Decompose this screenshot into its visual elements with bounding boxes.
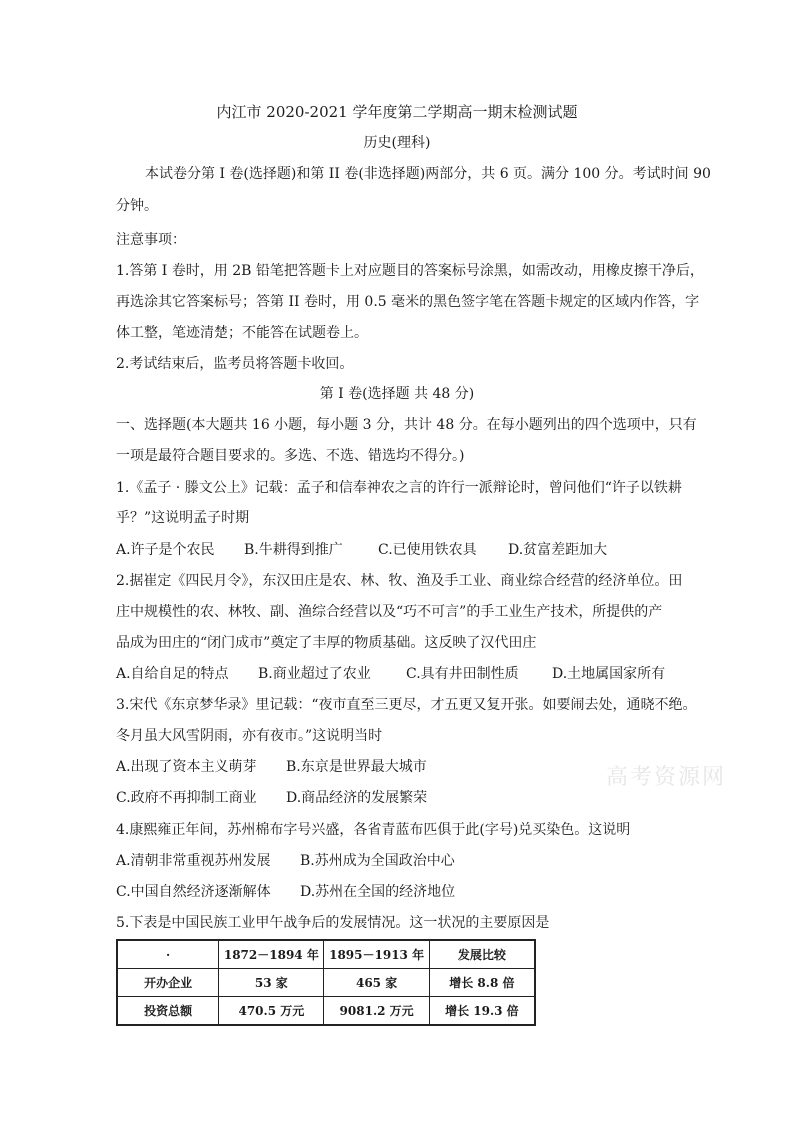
table-header-cell: ·: [117, 940, 219, 969]
question-1-option-d: D.贫富差距加大: [508, 542, 608, 558]
industry-data-table: [116, 939, 536, 1026]
question-3-option-b: B.东京是世界最大城市: [286, 759, 427, 775]
intro-line-2: 分钟。: [116, 198, 158, 214]
table-header-cell: 发展比较: [429, 940, 535, 969]
question-1-line-1: 1.《孟子 · 滕文公上》记载：孟子和信奉神农之言的许行一派辩论时，曾问他们“许子以铁耕: [116, 480, 682, 496]
question-3-line-2: 冬月虽大风雪阴雨，亦有夜市。”这说明当时: [116, 728, 383, 744]
question-2-option-c: C.具有井田制性质: [406, 666, 519, 682]
question-1-line-2: 乎？”这说明孟子时期: [116, 510, 250, 526]
notes-item-1-line-1: 1.答第 I 卷时，用 2B 铅笔把答题卡上对应题目的答案标号涂黑，如需改动，用橡皮擦干净后，: [116, 263, 704, 279]
question-3-option-c: C.政府不再抑制工商业: [116, 790, 257, 806]
question-1-option-b: B.牛耕得到推广: [244, 542, 343, 558]
table-cell: 增长 8.8 倍: [429, 969, 535, 997]
table-cell: 470.5 万元: [219, 997, 324, 1026]
table-cell: 增长 19.3 倍: [429, 997, 535, 1026]
table-header-cell: 1895－1913 年: [324, 940, 429, 969]
table-cell: 开办企业: [117, 969, 219, 997]
section-1-title: 第 I 卷(选择题 共 48 分): [319, 386, 475, 402]
question-2-option-b: B.商业超过了农业: [258, 666, 371, 682]
question-5-line-1: 5.下表是中国民族工业甲午战争后的发展情况。这一状况的主要原因是: [116, 915, 550, 931]
question-2-option-d: D.土地属国家所有: [552, 666, 666, 682]
question-4-option-a: A.清朝非常重视苏州发展: [116, 853, 271, 869]
question-1-option-a: A.许子是个农民: [116, 542, 215, 558]
table-cell: 投资总额: [117, 997, 219, 1026]
question-4-option-d: D.苏州在全国的经济地位: [300, 884, 456, 900]
notes-item-1-line-3: 体工整，笔迹清楚；不能答在试题卷上。: [116, 325, 368, 341]
section-1-instructions-line-1: 一、选择题(本大题共 16 小题，每小题 3 分，共计 48 分。在每小题列出的四个选项中，只有: [116, 417, 697, 433]
question-3-option-a: A.出现了资本主义萌芽: [116, 759, 257, 775]
table-header-cell: 1872－1894 年: [219, 940, 324, 969]
question-2-option-a: A.自给自足的特点: [116, 666, 229, 682]
intro-line-1: 本试卷分第 I 卷(选择题)和第 II 卷(非选择题)两部分，共 6 页。满分 100 分。考试时间 90: [145, 166, 711, 182]
question-3-option-d: D.商品经济的发展繁荣: [286, 790, 428, 806]
question-2-line-3: 品成为田庄的“闭门成市”奠定了丰厚的物质基础。这反映了汉代田庄: [116, 635, 537, 651]
notes-item-2: 2.考试结束后，监考员将答题卡收回。: [116, 356, 354, 372]
question-3-line-1: 3.宋代《东京梦华录》里记载：“夜市直至三更尽，才五更又复开张。如要闹去处，通晓不绝。: [116, 697, 697, 713]
question-2-line-1: 2.据崔定《四民月令》，东汉田庄是农、林、牧、渔及手工业、商业综合经营的经济单位。田: [116, 573, 683, 589]
notes-item-1-line-2: 再选涂其它答案标号；答第 II 卷时，用 0.5 毫米的黑色签字笔在答题卡规定的区域内作答，字: [116, 294, 700, 310]
question-4-option-b: B.苏州成为全国政治中心: [300, 853, 455, 869]
question-4-line-1: 4.康熙雍正年间，苏州棉布字号兴盛，各省青蓝布匹俱于此(字号)兑买染色。这说明: [116, 822, 631, 838]
section-1-instructions-line-2: 一项是最符合题目要求的。多选、不选、错选均不得分。): [116, 448, 465, 464]
watermark-text: 高考资源网: [606, 765, 727, 790]
table-cell: 9081.2 万元: [324, 997, 429, 1026]
table-row: [117, 997, 535, 1026]
exam-subject: 历史(理科): [363, 135, 431, 151]
table-cell: 465 家: [324, 969, 429, 997]
table-header-row: [117, 940, 535, 969]
table-row: [117, 969, 535, 997]
table-cell: 53 家: [219, 969, 324, 997]
question-4-option-c: C.中国自然经济逐渐解体: [116, 884, 271, 900]
question-1-option-c: C.已使用铁农具: [378, 542, 477, 558]
exam-title: 内江市 2020-2021 学年度第二学期高一期末检测试题: [216, 103, 578, 121]
notes-heading: 注意事项：: [116, 232, 186, 248]
question-2-line-2: 庄中规模性的农、林牧、副、渔综合经营以及“巧不可言”的手工业生产技术，所提供的产: [116, 604, 663, 620]
